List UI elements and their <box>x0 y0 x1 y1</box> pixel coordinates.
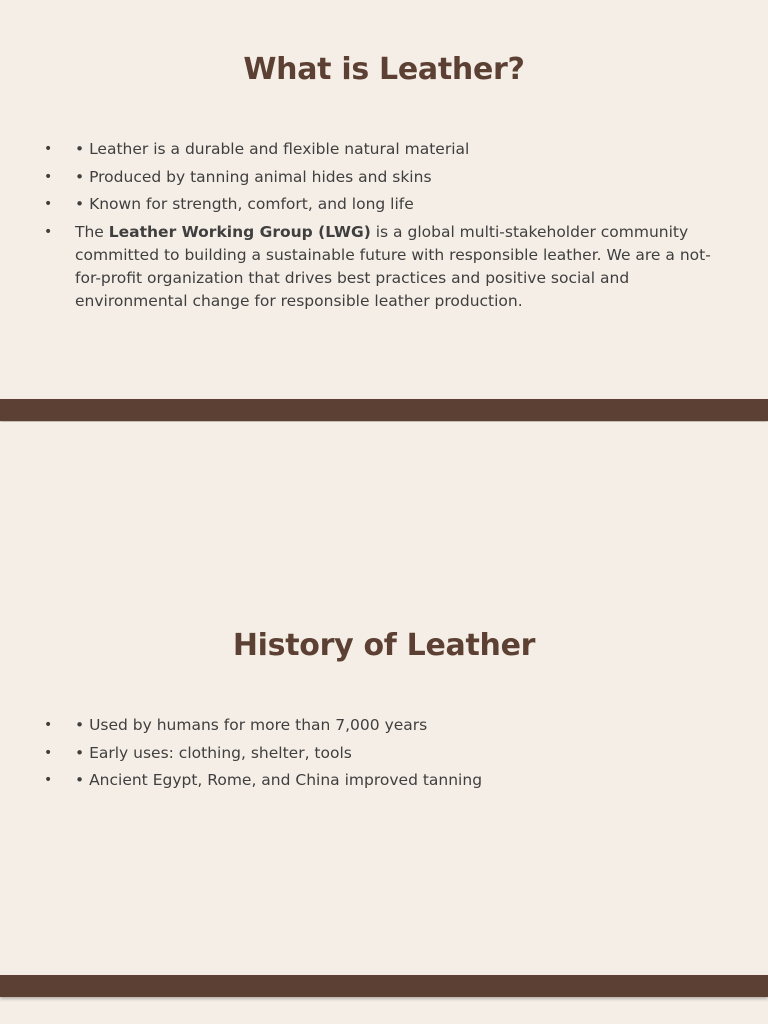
bullet-marker: • <box>44 141 53 157</box>
bullet-text: • Produced by tanning animal hides and skins <box>75 167 432 186</box>
bullet-text: • Ancient Egypt, Rome, and China improved tanning <box>75 771 483 789</box>
lwg-name: Leather Working Group (LWG) <box>108 222 371 241</box>
bullet-list <box>40 138 720 317</box>
bullet-item <box>40 166 720 189</box>
slide-what-is-leather <box>0 0 768 422</box>
lwg-description: is a global multi-stakeholder community committed to building a sustainable future with responsible leather. We are a not-for-profit organization that drives best practices and positive social and environmental change for responsible leather production. <box>75 222 711 310</box>
footer-bar <box>0 399 768 421</box>
bullet-marker: • <box>44 717 53 733</box>
bullet-text: • Known for strength, comfort, and long life <box>75 195 414 213</box>
bullet-item <box>40 138 720 161</box>
bullet-item <box>40 742 720 765</box>
bullet-text: • Early uses: clothing, shelter, tools <box>75 743 352 762</box>
bullet-marker: • <box>44 168 53 185</box>
bullet-marker: • <box>44 223 53 240</box>
slide-title: History of Leather <box>232 628 536 663</box>
bullet-item-lwg <box>40 221 720 313</box>
footer-bar <box>0 975 768 997</box>
bullet-marker: • <box>44 772 53 788</box>
bullet-marker: • <box>44 196 53 212</box>
bullet-text: • Used by humans for more than 7,000 years <box>75 716 428 734</box>
bullet-item <box>40 769 720 792</box>
bullet-list <box>40 714 720 797</box>
slide-title: What is Leather? <box>243 52 525 87</box>
bullet-item <box>40 193 720 216</box>
bullet-marker: • <box>44 744 53 761</box>
bullet-item <box>40 714 720 737</box>
bullet-text: • Leather is a durable and flexible natural material <box>75 140 470 158</box>
slide-history-of-leather <box>0 422 768 998</box>
lwg-prefix: The <box>75 222 109 241</box>
